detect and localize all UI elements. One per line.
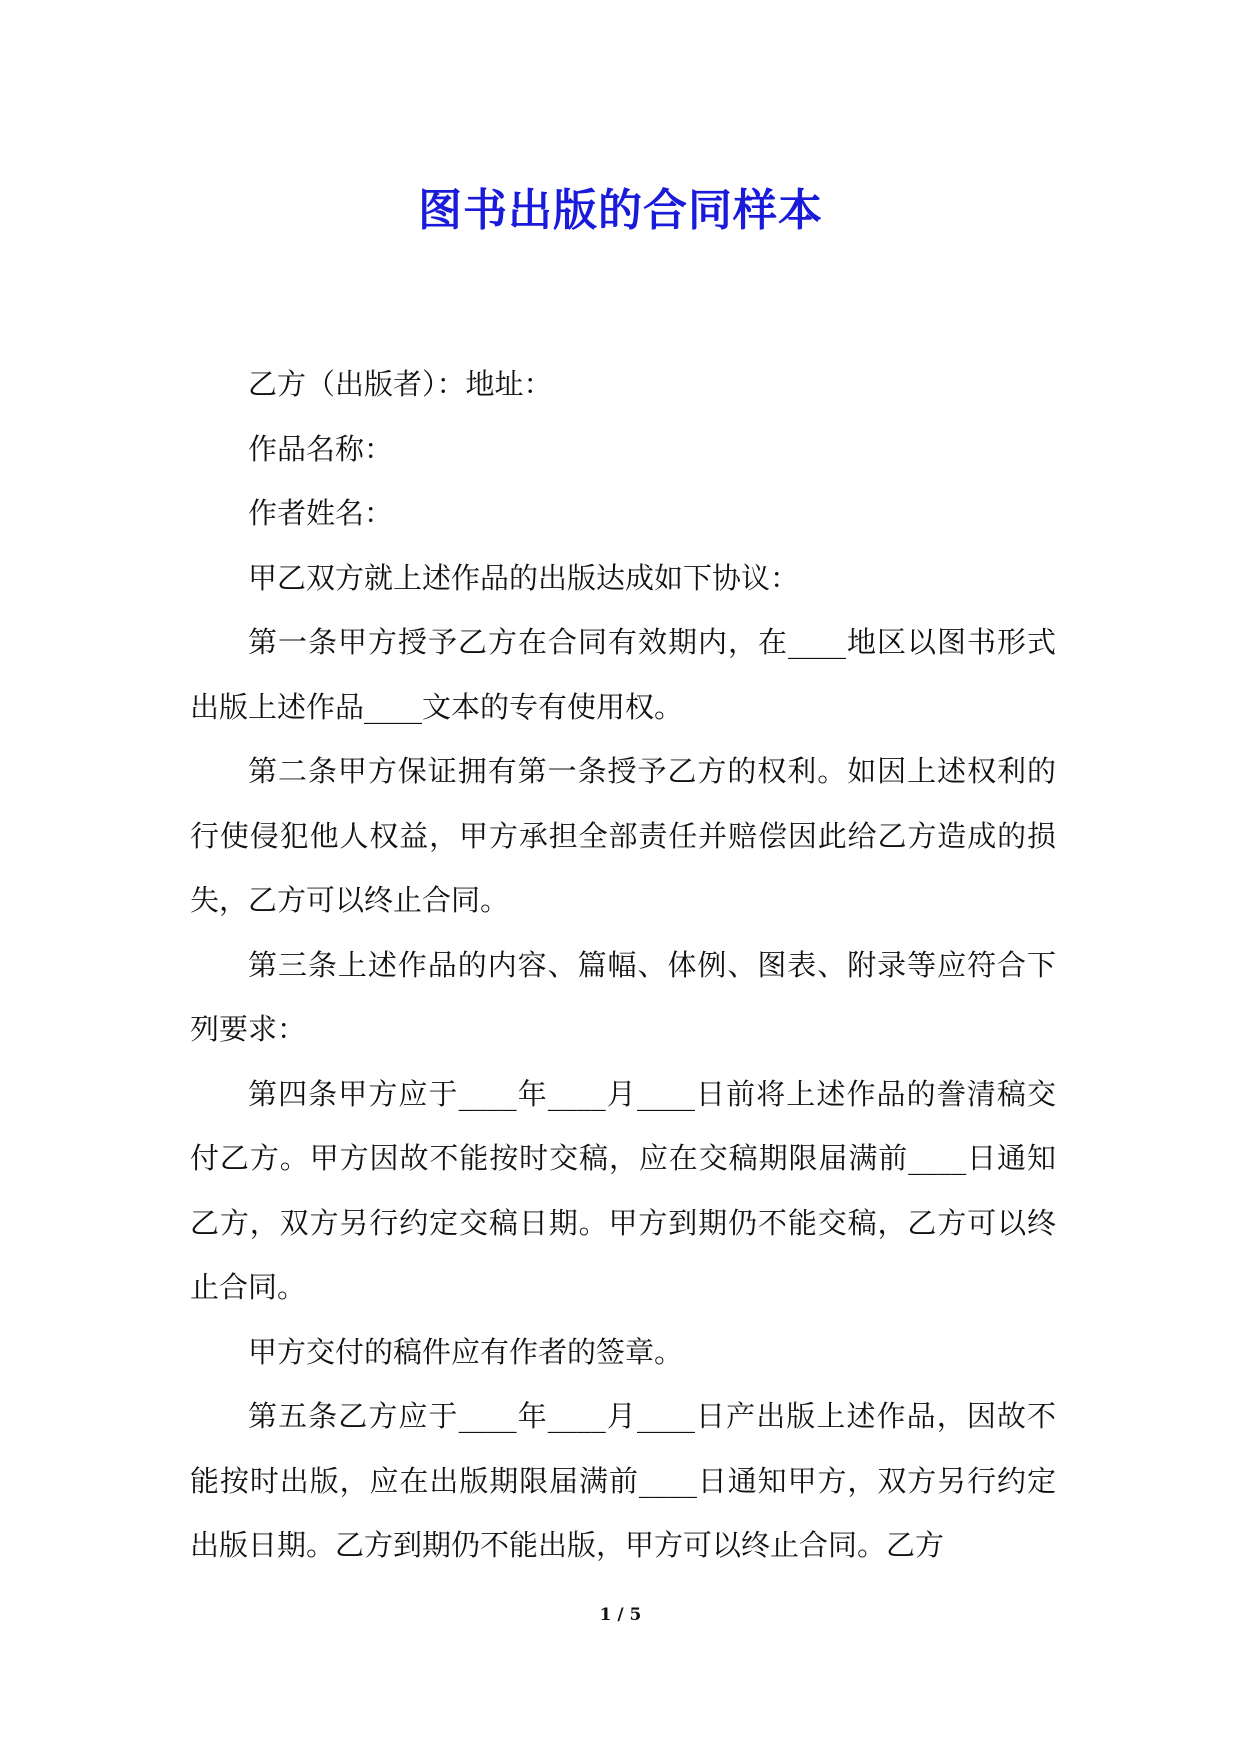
document-title: 图书出版的合同样本 [418, 185, 823, 237]
party-b-line: 乙方（出版者）：地址： [248, 367, 553, 401]
agreement-intro: 甲乙双方就上述作品的出版达成如下协议： [248, 560, 800, 595]
author-name-line: 作者姓名： [248, 496, 394, 530]
article-5: 第五条乙方应于____年____月____日产出版上述作品，因故不能按时出版，应在出版期限届满前____日通知甲方，双方另行约定出版日期。乙方到期仍不能出版，甲方可以终止合同。乙方 [190, 1399, 1056, 1562]
article-2: 第二条甲方保证拥有第一条授予乙方的权利。如因上述权利的行使侵犯他人权益，甲方承担全部责任并赔偿因此给乙方造成的损失，乙方可以终止合同。 [190, 754, 1056, 917]
article-3: 第三条上述作品的内容、篇幅、体例、图表、附录等应符合下列要求： [190, 947, 1056, 1046]
contract-body [190, 352, 1056, 1578]
article-4: 第四条甲方应于____年____月____日前将上述作品的誊清稿交付乙方。甲方因故不能按时交稿，应在交稿期限届满前____日通知乙方，双方另行约定交稿日期。甲方到期仍不能交稿，乙方可以终止合同。 [190, 1076, 1056, 1304]
article-1: 第一条甲方授予乙方在合同有效期内，在____地区以图书形式出版上述作品____文本的专有使用权。 [190, 625, 1056, 724]
page-number: 1 / 5 [599, 1605, 642, 1625]
signature-note: 甲方交付的稿件应有作者的签章。 [248, 1334, 684, 1369]
work-title-line: 作品名称： [248, 431, 394, 466]
